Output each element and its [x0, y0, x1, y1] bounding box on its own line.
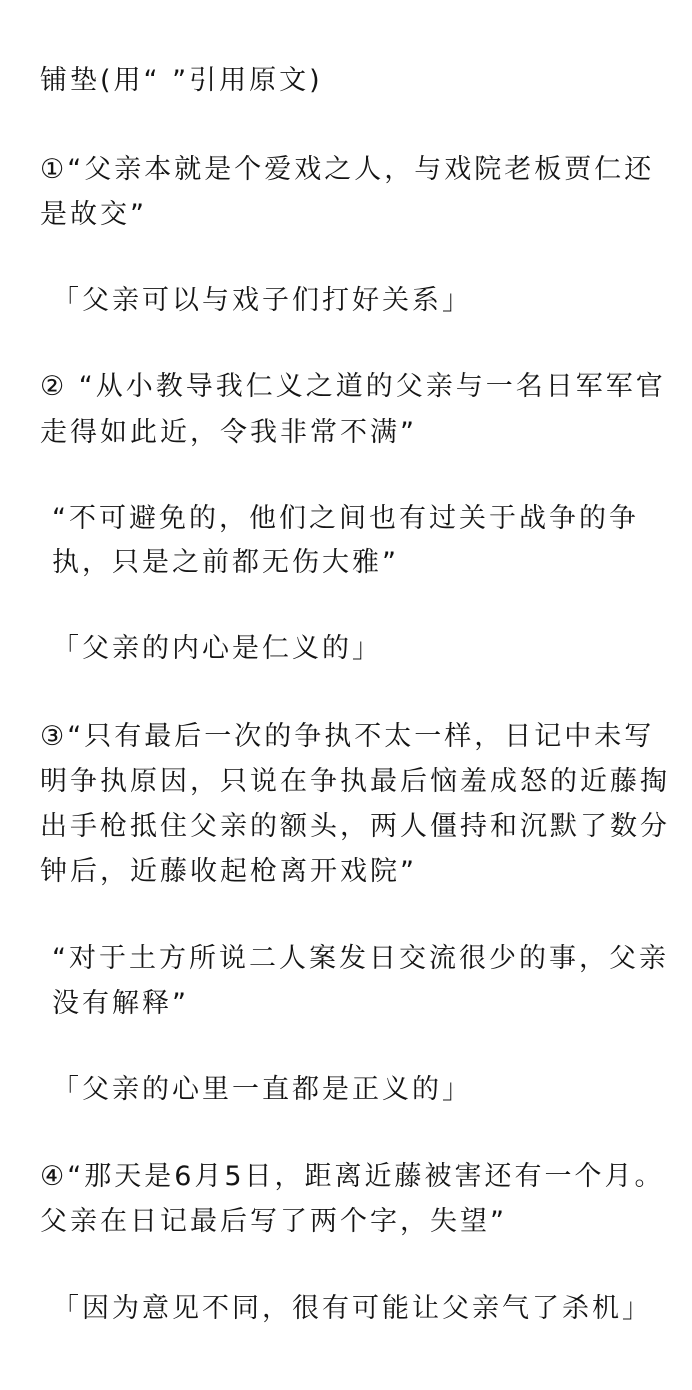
item-2-quote-a-line-1: ② “从小教导我仁义之道的父亲与一名日军军官 [40, 371, 666, 402]
item-3-comment: 「父亲的心里一直都是正义的」 [52, 1074, 472, 1105]
item-3-quote-b-line-2: 没有解释” [52, 988, 189, 1019]
item-3-quote-a-line-4: 钟后，近藤收起枪离开戏院” [40, 856, 417, 887]
item-2-quote-b-line-2: 执，只是之前都无伤大雅” [52, 547, 399, 578]
item-2-quote-b-line-1: “不可避免的，他们之间也有过关于战争的争 [52, 503, 639, 534]
item-3-quote-a-line-3: 出手枪抵住父亲的额头，两人僵持和沉默了数分 [40, 811, 670, 842]
item-2-quote-a-line-2: 走得如此近，令我非常不满” [40, 417, 417, 448]
item-3-quote-b-line-1: “对于土方所说二人案发日交流很少的事，父亲 [52, 943, 669, 974]
item-1-quote-line-2: 是故交” [40, 199, 147, 230]
item-2-comment: 「父亲的内心是仁义的」 [52, 633, 382, 664]
document-heading: 铺垫(用“ ”引用原文) [40, 65, 323, 96]
item-1-quote-line-1: ①“父亲本就是个爱戏之人，与戏院老板贾仁还 [40, 154, 655, 185]
item-1-comment: 「父亲可以与戏子们打好关系」 [52, 285, 472, 316]
item-4-quote-line-2: 父亲在日记最后写了两个字，失望” [40, 1206, 507, 1237]
item-3-quote-a-line-2: 明争执原因，只说在争执最后恼羞成怒的近藤掏 [40, 766, 670, 797]
item-4-comment: 「因为意见不同，很有可能让父亲气了杀机」 [52, 1293, 652, 1324]
item-3-quote-a-line-1: ③“只有最后一次的争执不太一样，日记中未写 [40, 721, 655, 752]
item-4-quote-line-1: ④“那天是6月5日，距离近藤被害还有一个月。 [40, 1161, 665, 1192]
